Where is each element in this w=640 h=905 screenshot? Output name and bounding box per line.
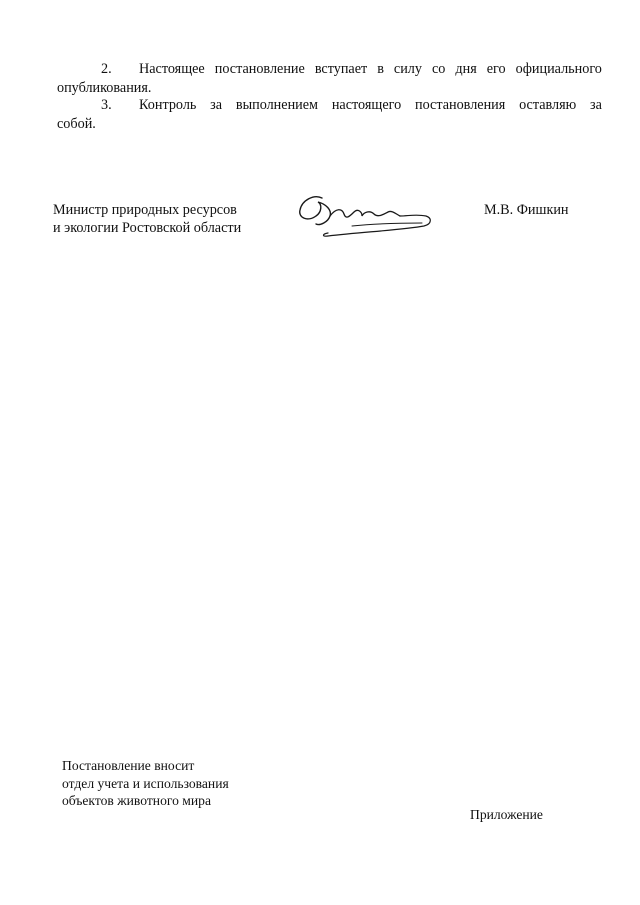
signatory-position-line1: Министр природных ресурсов — [53, 202, 237, 218]
word: постановления — [414, 97, 506, 113]
word: дня — [455, 61, 477, 77]
word: его — [486, 61, 506, 77]
word: за — [210, 97, 223, 113]
paragraph-2-continuation: опубликования. — [57, 80, 152, 96]
word: со — [432, 61, 446, 77]
word: постановление — [214, 61, 305, 77]
word: вступает — [314, 61, 368, 77]
word: силу — [393, 61, 422, 77]
submitted-by-note — [62, 757, 229, 810]
submitted-by-line2: отдел учета и использования — [62, 775, 229, 791]
paragraph-3-words — [110, 96, 602, 115]
word: официального — [515, 61, 602, 77]
signatory-position — [53, 201, 241, 237]
word: настоящего — [331, 97, 402, 113]
word: Контроль — [139, 97, 197, 113]
paragraph-3-continuation: собой. — [57, 116, 96, 132]
paragraph-2 — [57, 60, 602, 98]
word: оставляю — [519, 97, 577, 113]
word: выполнением — [235, 97, 319, 113]
word: в — [377, 61, 384, 77]
paragraph-2-words — [110, 60, 602, 79]
paragraph-2-number: 2. — [101, 61, 112, 77]
handwritten-signature — [292, 186, 442, 246]
paragraph-3-number: 3. — [101, 97, 112, 113]
paragraph-3-first-line — [57, 96, 602, 115]
signatory-position-line2: и экологии Ростовской области — [53, 220, 242, 236]
paragraph-2-first-line — [57, 60, 602, 79]
word: Настоящее — [139, 61, 205, 77]
signatory-name: М.В. Фишкин — [484, 202, 569, 218]
appendix-label: Приложение — [470, 807, 543, 822]
submitted-by-line3: объектов животного мира — [62, 793, 211, 808]
word: за — [590, 97, 602, 113]
submitted-by-line1: Постановление вносит — [62, 758, 195, 773]
paragraph-3 — [57, 96, 602, 134]
